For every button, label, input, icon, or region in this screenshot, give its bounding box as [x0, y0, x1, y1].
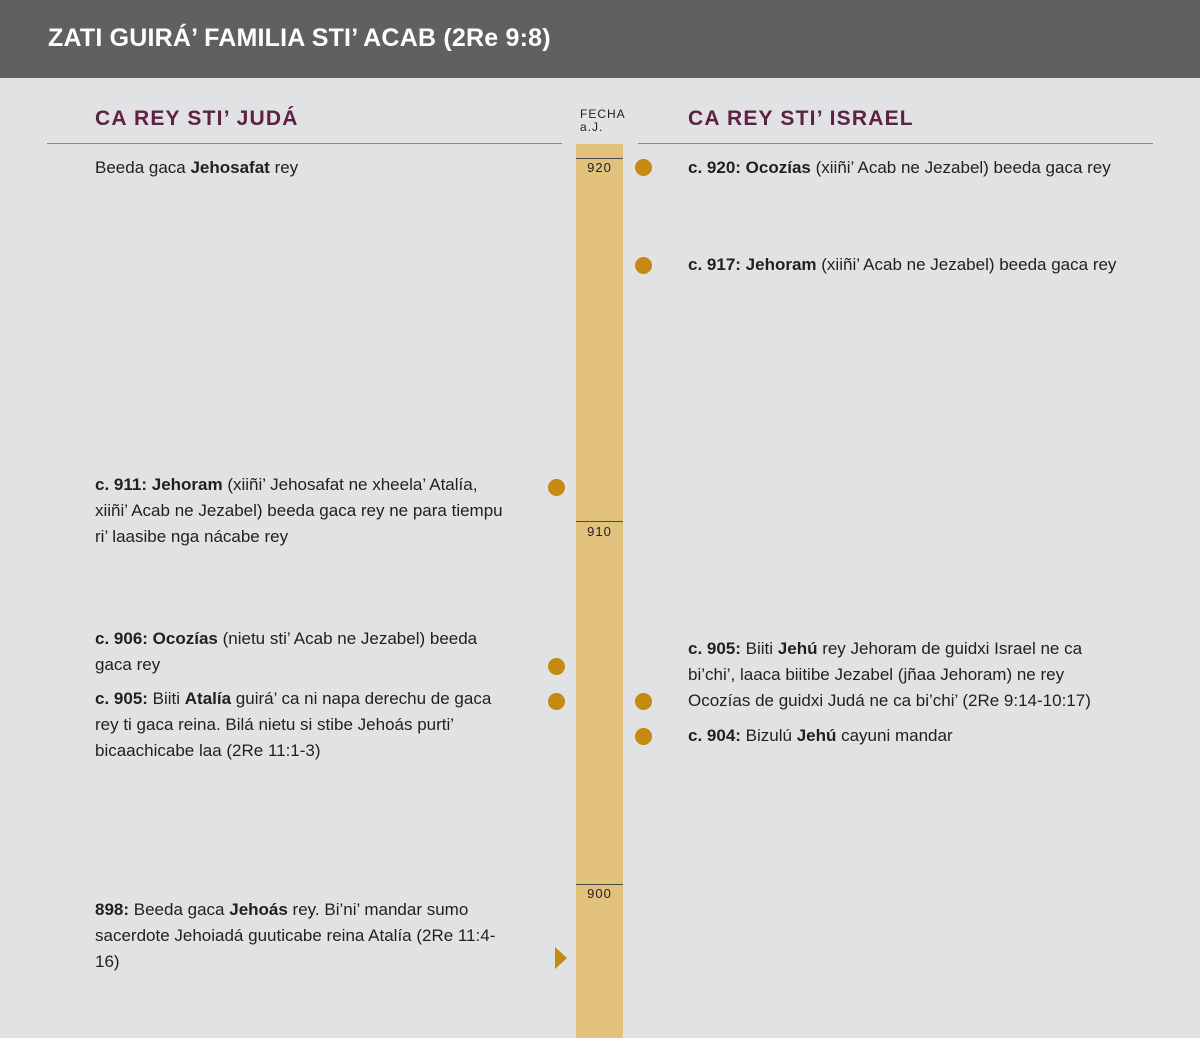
event-king-name: Jehoás — [229, 900, 288, 919]
israel-event-ocozias — [688, 155, 1158, 181]
event-date-prefix: c. — [688, 255, 707, 274]
event-king-name: Jehosafat — [190, 158, 270, 177]
event-date-prefix: c. — [688, 726, 707, 745]
event-date-prefix: c. — [95, 475, 114, 494]
judah-event-marker-jehoas-arrow — [555, 947, 567, 969]
event-text: cayuni mandar — [836, 726, 953, 745]
event-king-name: Jehú — [796, 726, 837, 745]
event-text: Biiti — [740, 639, 778, 658]
axis-title-line-2: a.J. — [580, 120, 604, 134]
event-king-name: Jehoram — [745, 255, 817, 274]
event-date-prefix: c. — [95, 689, 114, 708]
event-date: 906: — [113, 629, 148, 648]
header-bar — [0, 0, 1200, 78]
timeline-tick-label-920: 920 — [587, 160, 612, 175]
page-title: ZATI GUIRÁ’ FAMILIA STI’ ACAB (2Re 9:8) — [48, 24, 551, 52]
event-date-prefix: c. — [95, 629, 114, 648]
judah-event-marker-atalia — [548, 693, 565, 710]
timeline-tick-910 — [576, 521, 623, 522]
judah-event-marker-ocozias — [548, 658, 565, 675]
judah-event-jehoram — [95, 472, 510, 550]
israel-event-marker-jehu-904 — [635, 728, 652, 745]
event-text: Biiti — [147, 689, 185, 708]
israel-event-marker-ocozias — [635, 159, 652, 176]
axis-title — [580, 108, 626, 134]
israel-event-marker-jehu-905 — [635, 693, 652, 710]
timeline-tick-920 — [576, 158, 623, 159]
israel-event-jehu-905 — [688, 636, 1118, 714]
israel-event-marker-jehoram — [635, 257, 652, 274]
event-text: (xiiñi’ Jehosafat ne xheela’ Atalía, xiiñi’ Acab ne Jezabel) beeda gaca rey ne para tiempu ri’ laasibe nga nácabe rey — [95, 475, 503, 546]
judah-event-jehosafat — [95, 155, 515, 181]
event-text: guirá’ ca ni napa derechu de gaca rey ti gaca reina. Bilá nietu si stibe Jehoás purti’ bicaachicabe laa (2Re 11:1-3) — [95, 689, 492, 760]
event-text: Beeda gaca — [95, 158, 191, 177]
judah-event-marker-jehoram — [548, 479, 565, 496]
israel-column-title: CA REY STI’ ISRAEL — [688, 107, 914, 130]
timeline-tick-label-900: 900 — [587, 886, 612, 901]
event-text: rey Jehoram de guidxi Israel ne ca bi’chi’, laaca biitibe Jezabel (jñaa Jehoram) ne rey Ocozías de guidxi Judá ne ca bi’chi’ (2Re 9:14-10:17) — [688, 639, 1091, 710]
event-text: Beeda gaca — [129, 900, 230, 919]
event-text: Bizulú — [740, 726, 797, 745]
israel-header-rule — [638, 143, 1153, 144]
event-king-name: Ocozías — [745, 158, 811, 177]
israel-event-jehoram — [688, 252, 1158, 278]
timeline-tick-900 — [576, 884, 623, 885]
event-date-prefix: c. — [688, 158, 707, 177]
judah-event-jehoas — [95, 897, 515, 975]
event-text: (xiiñi’ Acab ne Jezabel) beeda gaca rey — [816, 255, 1117, 274]
event-text: (xiiñi’ Acab ne Jezabel) beeda gaca rey — [810, 158, 1111, 177]
event-date: 920: — [706, 158, 741, 177]
event-date: 905: — [706, 639, 741, 658]
timeline-bar — [576, 144, 623, 1038]
event-date-prefix: c. — [688, 639, 707, 658]
event-text: rey — [269, 158, 299, 177]
event-date: 917: — [706, 255, 741, 274]
event-date: 911: — [113, 475, 147, 494]
timeline-tick-label-910: 910 — [587, 524, 612, 539]
event-king-name: Jehoram — [151, 475, 223, 494]
judah-event-ocozias — [95, 626, 515, 678]
event-text: (nietu sti’ Acab ne Jezabel) beeda gaca rey — [95, 629, 478, 674]
event-king-name: Ocozías — [152, 629, 218, 648]
event-king-name: Jehú — [777, 639, 818, 658]
event-date: 898: — [95, 900, 130, 919]
event-date: 904: — [706, 726, 741, 745]
israel-event-jehu-904 — [688, 723, 1158, 749]
event-text: rey. Bi’ni’ mandar sumo sacerdote Jehoiadá guuticabe reina Atalía (2Re 11:4-16) — [95, 900, 496, 971]
judah-header-rule — [47, 143, 562, 144]
judah-event-atalia — [95, 686, 515, 764]
axis-title-line-1: FECHA — [580, 107, 626, 121]
event-date: 905: — [113, 689, 148, 708]
event-king-name: Atalía — [184, 689, 232, 708]
judah-column-title: CA REY STI’ JUDÁ — [95, 107, 299, 130]
